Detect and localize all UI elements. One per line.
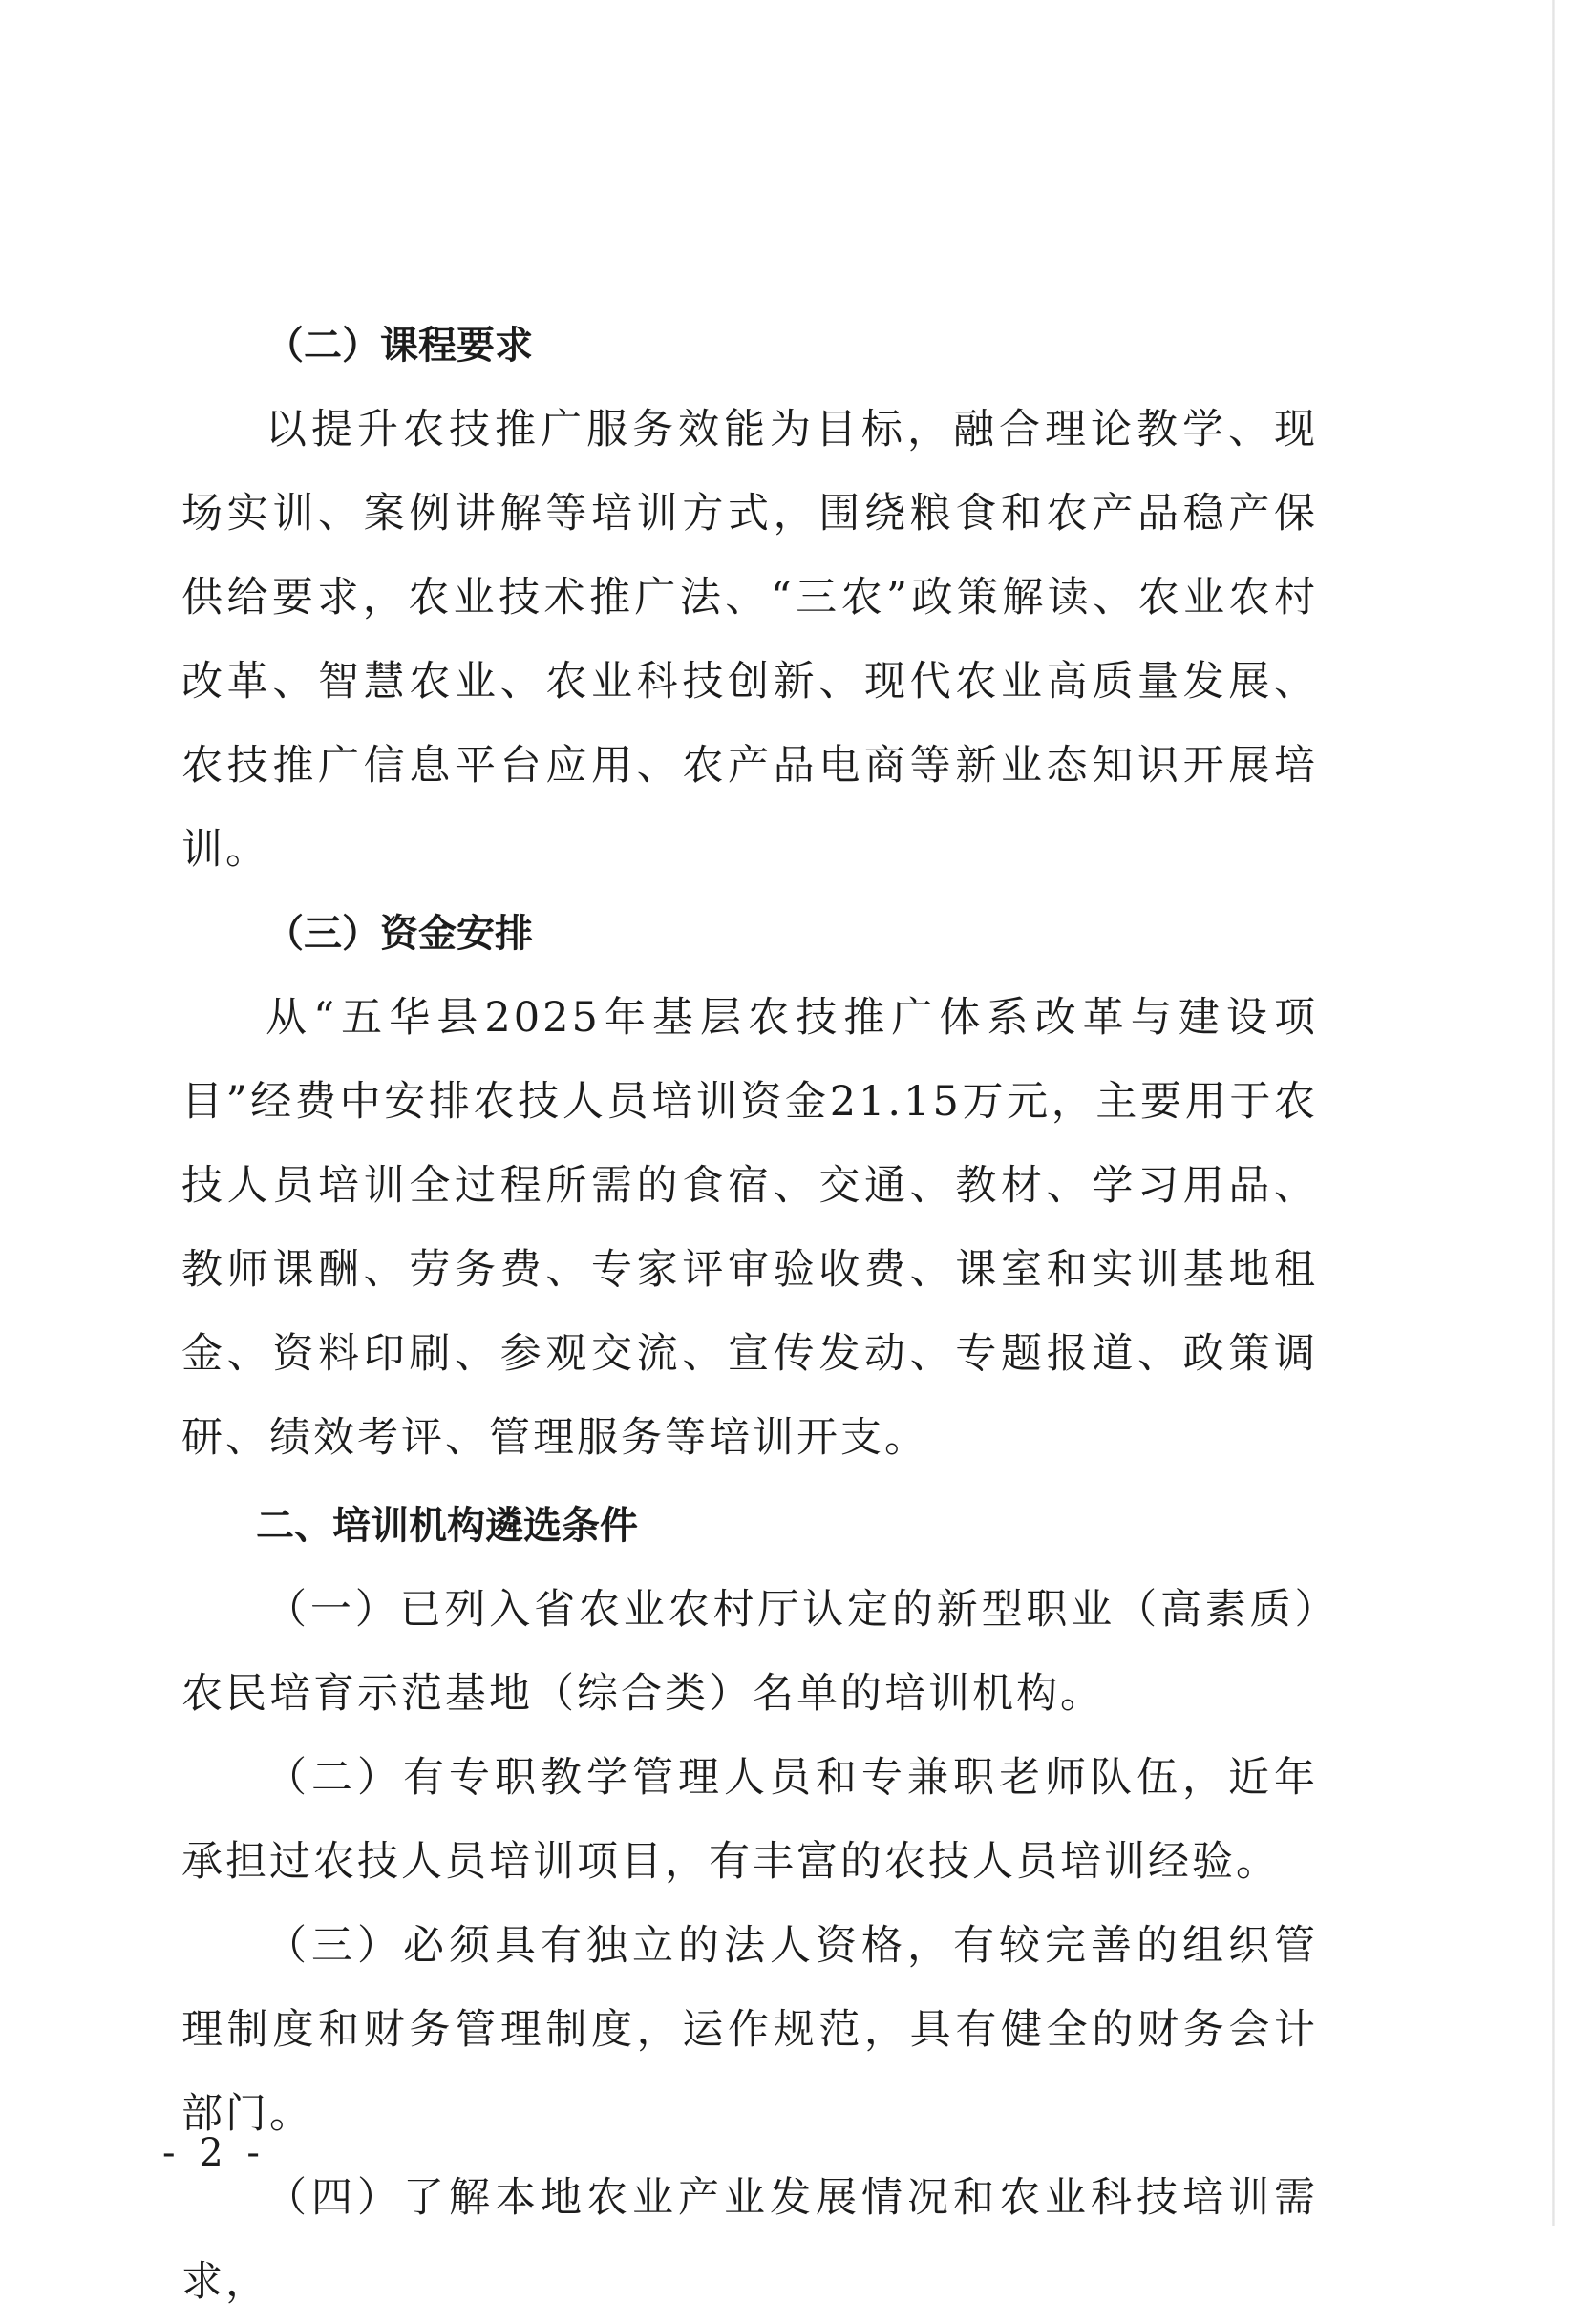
section-heading-funding: （三）资金安排 xyxy=(266,912,533,956)
scan-edge xyxy=(1552,0,1555,2226)
page-number: - 2 - xyxy=(162,2131,266,2175)
section-heading-selection: 二、培训机构遴选条件 xyxy=(256,1504,638,1548)
selection-item-3: （三）必须具有独立的法人资格，有较完善的组织管理制度和财务管理制度，运作规范，具有健全的财务会计部门。 xyxy=(181,1922,1318,2138)
paragraph-course: 以提升农技推广服务效能为目标，融合理论教学、现场实训、案例讲解等培训方式，围绕粮食和农产品稳产保供给要求，农业技术推广法、“三农”政策解读、农业农村改革、智慧农业、农业科技创新、现代农业高质量发展、农技推广信息平台应用、农产品电商等新业态知识开展培训。 xyxy=(181,406,1318,874)
selection-item-2: （二）有专职教学管理人员和专兼职老师队伍，近年承担过农技人员培训项目，有丰富的农技人员培训经验。 xyxy=(181,1754,1318,1886)
selection-item-4: （四）了解本地农业产业发展情况和农业科技培训需求， xyxy=(181,2174,1318,2306)
section-heading-course: （二）课程要求 xyxy=(266,324,533,368)
paragraph-funding: 从“五华县2025年基层农技推广体系改革与建设项目”经费中安排农技人员培训资金21.15万元，主要用于农技人员培训全过程所需的食宿、交通、教材、学习用品、教师课酬、劳务费、专家评审验收费、课室和实训基地租金、资料印刷、参观交流、宣传发动、专题报道、政策调研、绩效考评、管理服务等培训开支。 xyxy=(181,994,1318,1462)
document-body xyxy=(181,304,1318,2324)
selection-item-1: （一）已列入省农业农村厅认定的新型职业（高素质）农民培育示范基地（综合类）名单的培训机构。 xyxy=(181,1586,1318,1718)
